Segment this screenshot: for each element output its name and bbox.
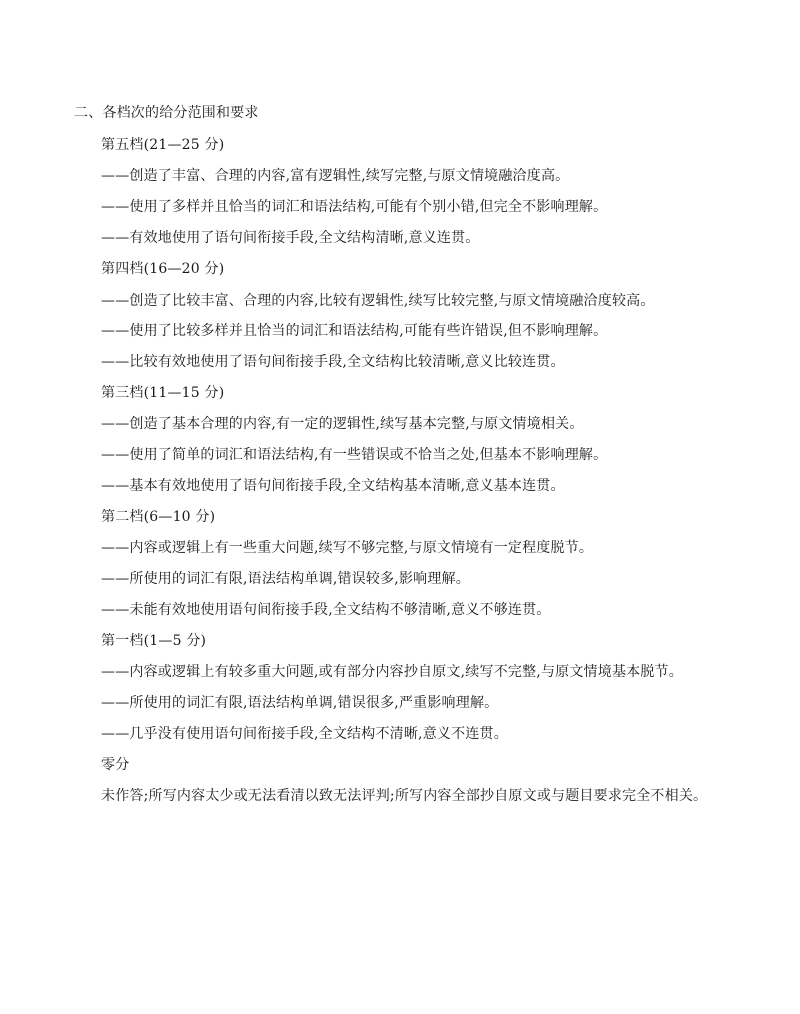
- criterion-item: ——创造了丰富、合理的内容,富有逻辑性,续写完整,与原文情境融洽度高。: [101, 168, 570, 184]
- zero-score-heading: 零分: [101, 757, 130, 773]
- tier-heading: 第二档(6—10 分): [101, 509, 216, 525]
- criterion-item: ——几乎没有使用语句间衔接手段,全文结构不清晰,意义不连贯。: [101, 726, 508, 742]
- criterion-item: ——所使用的词汇有限,语法结构单调,错误很多,严重影响理解。: [101, 695, 499, 711]
- tier-heading: 第五档(21—25 分): [101, 137, 225, 153]
- tier-heading: 第四档(16—20 分): [101, 261, 225, 277]
- criterion-item: ——所使用的词汇有限,语法结构单调,错误较多,影响理解。: [101, 571, 470, 587]
- criterion-item: ——使用了比较多样并且恰当的词汇和语法结构,可能有些许错误,但不影响理解。: [101, 323, 608, 339]
- tier-heading: 第三档(11—15 分): [101, 385, 225, 401]
- section-heading: 二、各档次的给分范围和要求: [74, 105, 259, 121]
- criterion-item: ——内容或逻辑上有较多重大问题,或有部分内容抄自原文,续写不完整,与原文情境基本脱节。: [101, 664, 683, 680]
- criterion-item: ——内容或逻辑上有一些重大问题,续写不够完整,与原文情境有一定程度脱节。: [101, 540, 594, 556]
- criterion-item: ——有效地使用了语句间衔接手段,全文结构清晰,意义连贯。: [101, 230, 480, 246]
- criterion-item: ——比较有效地使用了语句间衔接手段,全文结构比较清晰,意义比较连贯。: [101, 354, 565, 370]
- criterion-item: ——未能有效地使用语句间衔接手段,全文结构不够清晰,意义不够连贯。: [101, 602, 551, 618]
- tier-heading: 第一档(1—5 分): [101, 633, 207, 649]
- zero-score-description: 未作答;所写内容太少或无法看清以致无法评判;所写内容全部抄自原文或与题目要求完全不相关。: [101, 788, 708, 804]
- criterion-item: ——创造了基本合理的内容,有一定的逻辑性,续写基本完整,与原文情境相关。: [101, 416, 584, 432]
- criterion-item: ——使用了多样并且恰当的词汇和语法结构,可能有个别小错,但完全不影响理解。: [101, 199, 608, 215]
- criterion-item: ——使用了简单的词汇和语法结构,有一些错误或不恰当之处,但基本不影响理解。: [101, 447, 608, 463]
- criterion-item: ——创造了比较丰富、合理的内容,比较有逻辑性,续写比较完整,与原文情境融洽度较高。: [101, 293, 655, 309]
- criterion-item: ——基本有效地使用了语句间衔接手段,全文结构基本清晰,意义基本连贯。: [101, 478, 565, 494]
